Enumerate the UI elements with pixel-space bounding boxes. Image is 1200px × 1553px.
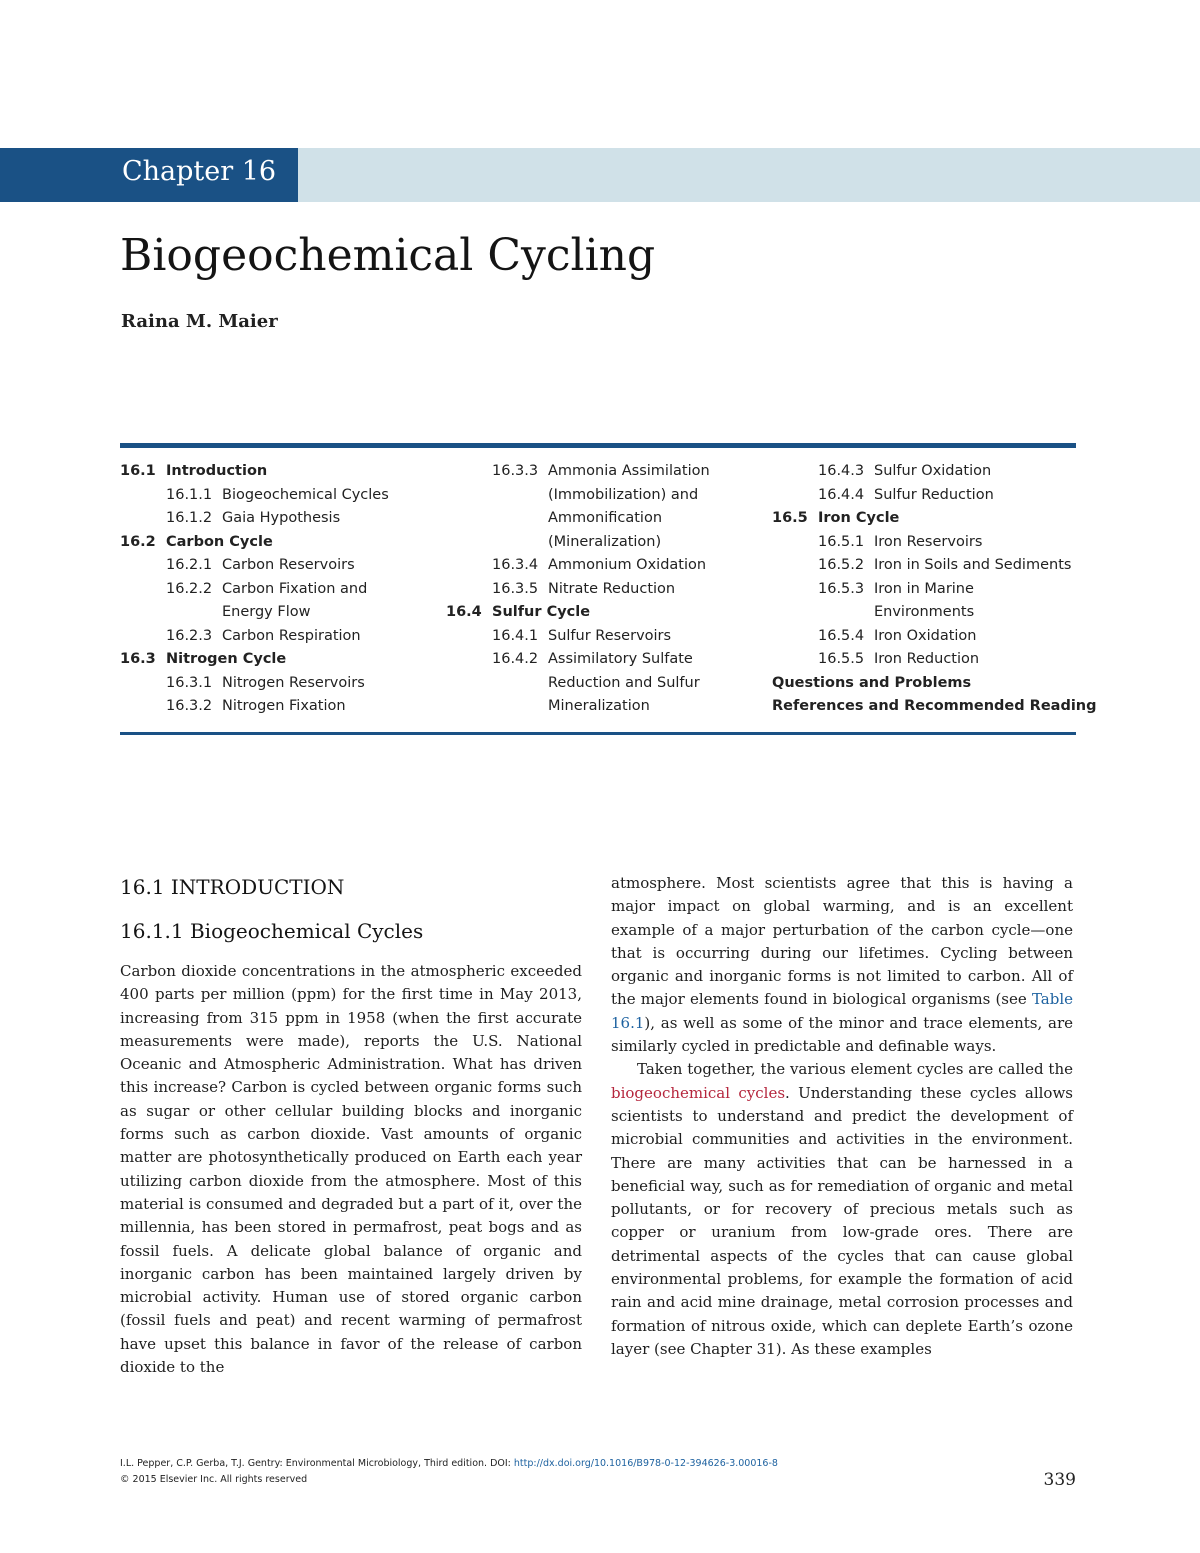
toc-entry-number: 16.4: [446, 604, 482, 620]
toc-entry[interactable]: [772, 554, 1102, 578]
toc-top-rule: [120, 443, 1076, 448]
toc-column-2: [446, 460, 776, 719]
toc-entry[interactable]: [446, 531, 776, 555]
toc-entry-title: Ammonification: [548, 510, 663, 526]
toc-entry-number: 16.3.3: [492, 463, 539, 479]
toc-column-1: [120, 460, 450, 719]
toc-entry-number: 16.2.3: [166, 627, 213, 644]
toc-entry-title: Sulfur Reduction: [874, 486, 994, 503]
doi-link[interactable]: http://dx.doi.org/10.1016/B978-0-12-394626-3.00016-8: [513, 1458, 778, 1469]
toc-entry-number: 16.3.2: [166, 698, 213, 714]
toc-entry-title: Nitrogen Reservoirs: [222, 674, 365, 691]
table-of-contents: [0, 460, 1200, 720]
chapter-label-box: [0, 148, 298, 202]
toc-entry-title: (Immobilization) and: [548, 486, 699, 503]
toc-entry-number: 16.5.3: [818, 580, 865, 597]
toc-entry[interactable]: [446, 672, 776, 696]
toc-entry[interactable]: [446, 648, 776, 672]
toc-column-3: [772, 460, 1102, 719]
toc-entry-title: Environments: [874, 604, 975, 620]
toc-entry-title: Carbon Cycle: [166, 533, 273, 550]
toc-entry[interactable]: [120, 531, 450, 555]
toc-entry[interactable]: [446, 601, 776, 625]
toc-entry-title: Biogeochemical Cycles: [222, 486, 389, 503]
toc-entry-title: Assimilatory Sulfate: [548, 651, 693, 667]
toc-entry-number: 16.3.1: [166, 674, 213, 691]
toc-entry-title: Introduction: [166, 463, 268, 479]
toc-entry-number: 16.3: [120, 651, 156, 667]
toc-bottom-rule: [120, 732, 1076, 735]
toc-entry-number: 16.2.1: [166, 557, 213, 573]
toc-entry-number: 16.4.2: [492, 651, 539, 667]
toc-entry[interactable]: [120, 460, 450, 484]
toc-entry-number: 16.1: [120, 463, 156, 479]
paragraph-text: . Understanding these cycles allows scientists to understand and predict the development of microbial communities and activities in the environment. There are many activities that can be harnessed in a beneficial way, such as for remediation of organic and metal pollutants, or for recovery of precious metals such as copper or uranium from low-grade ores. There are detrimental aspects of the cycles that can cause global environmental problems, for example the formation of acid rain and acid mine drainage, metal corrosion processes and formation of nitrous oxide, which can deplete Earth’s ozone layer (see Chapter 31). As these examples: [611, 1083, 1073, 1358]
toc-entry-title: (Mineralization): [548, 533, 662, 550]
toc-entry-title: Nitrogen Cycle: [166, 651, 287, 667]
toc-entry[interactable]: [772, 601, 1102, 625]
toc-entry-title: Iron Oxidation: [874, 627, 977, 644]
toc-entry[interactable]: [120, 601, 450, 625]
toc-entry[interactable]: [772, 695, 1102, 719]
toc-entry[interactable]: [772, 648, 1102, 672]
toc-entry[interactable]: [120, 578, 450, 602]
toc-entry-number: 16.2: [120, 533, 156, 550]
paragraph-text: atmosphere. Most scientists agree that this is having a major impact on global warming, and is an excellent example of a major perturbation of the carbon cycle—one that is occurring during our lifetimes. Cycling between organic and inorganic forms is not limited to carbon. All of the major elements found in biological organisms (see: [611, 874, 1073, 1009]
toc-entry[interactable]: [446, 554, 776, 578]
paragraph-text: Taken together, the various element cycles are called the: [637, 1060, 1073, 1079]
toc-entry-number: 16.3.5: [492, 580, 539, 597]
toc-entry-title: Sulfur Reservoirs: [548, 627, 672, 644]
toc-entry[interactable]: [446, 460, 776, 484]
table-reference-link[interactable]: Table 16.1: [611, 990, 1073, 1032]
toc-entry-title: Energy Flow: [222, 604, 311, 620]
toc-entry-number: 16.5.4: [818, 627, 865, 644]
toc-entry[interactable]: [772, 460, 1102, 484]
toc-entry[interactable]: [772, 672, 1102, 696]
glossary-term-link[interactable]: biogeochemical cycles: [611, 1083, 786, 1102]
toc-entry[interactable]: [446, 507, 776, 531]
toc-entry-title: References and Recommended Reading: [772, 698, 1097, 714]
toc-entry-number: 16.3.4: [492, 557, 539, 573]
body-paragraph: [611, 872, 1073, 1058]
citation-text: I.L. Pepper, C.P. Gerba, T.J. Gentry: Environmental Microbiology, Third edition. DOI:: [120, 1458, 514, 1469]
toc-entry[interactable]: [772, 507, 1102, 531]
toc-entry-title: Sulfur Oxidation: [874, 463, 992, 479]
toc-entry-title: Mineralization: [548, 698, 650, 714]
toc-entry[interactable]: [772, 484, 1102, 508]
toc-entry[interactable]: [772, 578, 1102, 602]
paragraph-text: ), as well as some of the minor and trace elements, are similarly cycled in predictable and definable ways.: [611, 1013, 1073, 1056]
toc-entry[interactable]: [120, 554, 450, 578]
toc-entry-title: Carbon Respiration: [222, 627, 361, 644]
toc-entry[interactable]: [120, 484, 450, 508]
toc-entry-number: 16.4.3: [818, 463, 865, 479]
toc-entry-title: Sulfur Cycle: [492, 604, 591, 620]
toc-entry-title: Questions and Problems: [772, 674, 972, 691]
page-number: 339: [1043, 1470, 1076, 1490]
author-name: Raina M. Maier: [121, 311, 278, 332]
toc-entry[interactable]: [446, 578, 776, 602]
toc-entry-title: Ammonia Assimilation: [548, 463, 710, 479]
body-paragraph: [611, 1058, 1073, 1361]
toc-entry[interactable]: [772, 625, 1102, 649]
citation-line: [120, 1456, 1076, 1472]
body-column-left: [120, 872, 582, 1379]
toc-entry-title: Carbon Reservoirs: [222, 557, 355, 573]
toc-entry-number: 16.5.1: [818, 533, 865, 550]
body-paragraph: Carbon dioxide concentrations in the atmospheric exceeded 400 parts per million (ppm) for the first time in May 2013, increasing from 315 ppm in 1958 (when the first accurate measurements were made), reports the U.S. National Oceanic and Atmospheric Administration. What has driven this increase? Carbon is cycled between organic forms such as sugar or other cellular building blocks and inorganic forms such as carbon dioxide. Vast amounts of organic matter are photosynthetically produced on Earth each year utilizing carbon dioxide from the atmosphere. Most of this material is consumed and degraded but a part of it, over the millennia, has been stored in permafrost, peat bogs and as fossil fuels. A delicate global balance of organic and inorganic carbon has been maintained largely driven by microbial activity. Human use of stored organic carbon (fossil fuels and peat) and recent warming of permafrost have upset this balance in favor of the release of carbon dioxide to the: [120, 962, 582, 1377]
section-heading: 16.1 INTRODUCTION: [120, 875, 345, 899]
body-column-right: [611, 872, 1073, 1361]
chapter-band: [0, 148, 1200, 202]
toc-entry[interactable]: [772, 531, 1102, 555]
toc-entry-title: Iron Reservoirs: [874, 533, 983, 550]
toc-entry-title: Nitrate Reduction: [548, 580, 676, 597]
toc-entry-number: 16.1.1: [166, 486, 213, 503]
toc-entry-number: 16.5.5: [818, 651, 865, 667]
page-footer: [120, 1456, 1076, 1488]
toc-entry-number: 16.4.4: [818, 486, 865, 503]
toc-entry-title: Iron Cycle: [818, 510, 900, 526]
toc-entry[interactable]: [446, 695, 776, 719]
toc-entry[interactable]: [446, 484, 776, 508]
toc-entry-title: Iron Reduction: [874, 651, 980, 667]
subsection-heading: 16.1.1 Biogeochemical Cycles: [120, 919, 424, 943]
toc-entry-number: 16.5: [772, 510, 808, 526]
toc-entry[interactable]: [120, 672, 450, 696]
toc-entry-title: Reduction and Sulfur: [548, 674, 700, 691]
toc-entry-number: 16.2.2: [166, 580, 213, 597]
toc-entry[interactable]: [120, 695, 450, 719]
toc-entry-title: Ammonium Oxidation: [548, 557, 707, 573]
toc-entry-number: 16.4.1: [492, 627, 539, 644]
toc-entry[interactable]: [120, 507, 450, 531]
toc-entry[interactable]: [120, 625, 450, 649]
toc-entry[interactable]: [446, 625, 776, 649]
toc-entry-title: Carbon Fixation and: [222, 580, 368, 597]
toc-entry-title: Nitrogen Fixation: [222, 698, 346, 714]
chapter-label: Chapter 16: [122, 156, 277, 187]
chapter-title: Biogeochemical Cycling: [120, 230, 656, 281]
toc-entry[interactable]: [120, 648, 450, 672]
toc-entry-number: 16.5.2: [818, 557, 865, 573]
toc-entry-number: 16.1.2: [166, 510, 213, 526]
toc-entry-title: Iron in Marine: [874, 580, 974, 597]
toc-entry-title: Gaia Hypothesis: [222, 510, 341, 526]
toc-entry-title: Iron in Soils and Sediments: [874, 557, 1072, 573]
copyright-notice: © 2015 Elsevier Inc. All rights reserved: [120, 1474, 308, 1485]
